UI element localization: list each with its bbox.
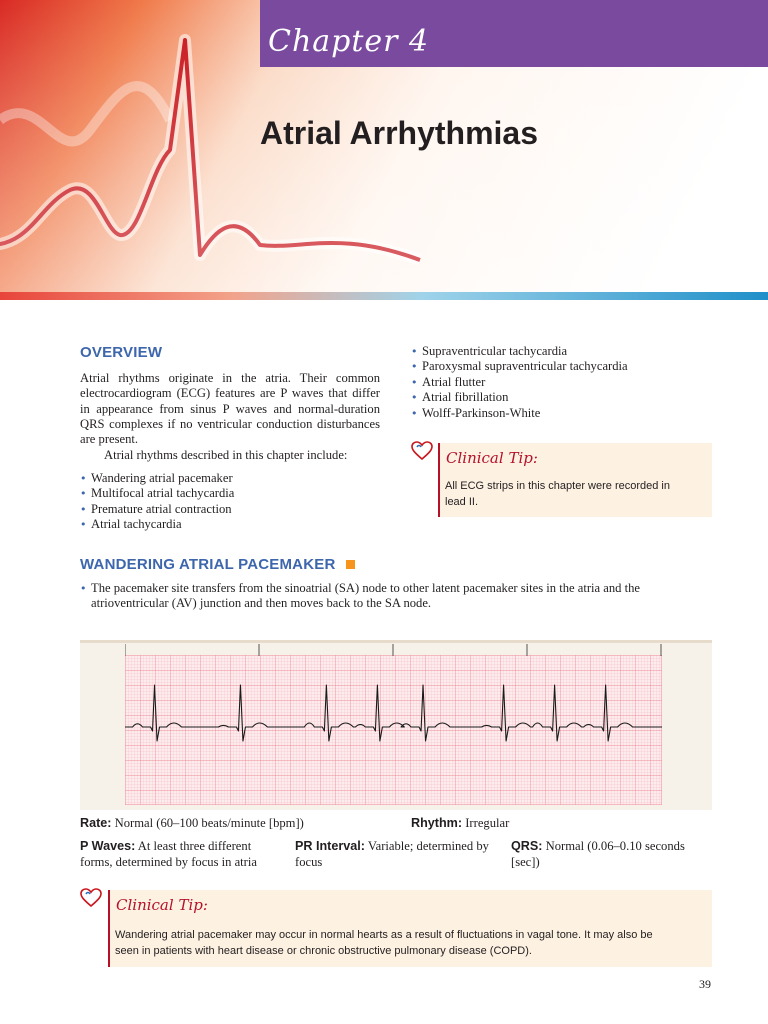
tip-line: seen in patients with heart disease or chronic obstructive pulmonary disease (COPD). xyxy=(115,944,532,957)
qrs-stat xyxy=(511,839,716,870)
p-waves-stat xyxy=(80,839,285,870)
p-waves-value: At least three different forms, determined by focus in atria xyxy=(80,839,257,869)
clinical-tip-title: Clinical Tip: xyxy=(116,896,208,914)
overview-heading: OVERVIEW xyxy=(80,344,163,361)
list-item: • The pacemaker site transfers from the sinoatrial (SA) node to other latent pacemaker sites in the atria and the atrioventricular (AV) junction and then moves back to the SA node. xyxy=(80,581,710,612)
pr-interval-label: PR Interval: xyxy=(295,839,365,853)
clinical-tip-text xyxy=(445,479,670,510)
p-waves-label: P Waves: xyxy=(80,839,136,853)
qrs-label: QRS: xyxy=(511,839,543,853)
list-item: • Atrial fibrillation xyxy=(411,390,628,405)
tip-line: All ECG strips in this chapter were recorded in xyxy=(445,480,670,492)
list-item: • Paroxysmal supraventricular tachycardia xyxy=(411,359,628,374)
pr-interval-stat xyxy=(295,839,500,870)
ecg-time-markers xyxy=(125,644,662,656)
clinical-tip-box xyxy=(108,890,712,967)
page-number: 39 xyxy=(699,977,711,991)
section-square-icon xyxy=(346,560,355,569)
list-item: • Atrial tachycardia xyxy=(80,517,234,532)
list-item: • Wandering atrial pacemaker xyxy=(80,471,234,486)
list-item: • Wolff-Parkinson-White xyxy=(411,406,628,421)
chapter-label: Chapter 4 xyxy=(268,24,430,59)
wap-heading xyxy=(80,556,355,573)
tip-line: Wandering atrial pacemaker may occur in normal hearts as a result of fluctuations in vagal tone. It may also be xyxy=(115,929,653,941)
list-item: • Supraventricular tachycardia xyxy=(411,344,628,359)
pr-interval-value: Variable; determined by focus xyxy=(295,839,489,869)
tip-line: lead II. xyxy=(445,495,479,508)
wap-heading-text: WANDERING ATRIAL PACEMAKER xyxy=(80,556,336,573)
rhythm-label: Rhythm: xyxy=(411,816,463,830)
rate-value: Normal (60–100 beats/minute [bpm]) xyxy=(114,816,304,830)
clinical-tip-text xyxy=(115,928,653,959)
rhythm-value: Irregular xyxy=(465,816,510,830)
list-item: • Atrial flutter xyxy=(411,375,628,390)
qrs-value: Normal (0.06–0.10 seconds [sec]) xyxy=(511,839,685,869)
heart-icon xyxy=(80,888,102,908)
heart-icon xyxy=(411,441,433,461)
overview-intro: Atrial rhythms described in this chapter include: xyxy=(104,448,348,462)
rate-label: Rate: xyxy=(80,816,112,830)
wap-description xyxy=(80,581,710,612)
chapter-title: Atrial Arrhythmias xyxy=(260,115,538,151)
list-item: • Premature atrial contraction xyxy=(80,502,234,517)
ecg-strip xyxy=(125,655,662,805)
rhythm-list-right xyxy=(411,344,628,421)
rate-stat xyxy=(80,816,400,832)
overview-paragraph: Atrial rhythms originate in the atria. Their common electrocardiogram (ECG) features are P waves that differ in appearance from sinus P waves and normal-duration QRS complexes if no ventricular conduction disturbances are present. xyxy=(80,371,380,447)
rhythm-list-left xyxy=(80,471,234,533)
clinical-tip-box xyxy=(438,443,712,517)
list-item: • Multifocal atrial tachycardia xyxy=(80,486,234,501)
clinical-tip-title: Clinical Tip: xyxy=(446,449,538,467)
rhythm-stat xyxy=(411,816,711,832)
